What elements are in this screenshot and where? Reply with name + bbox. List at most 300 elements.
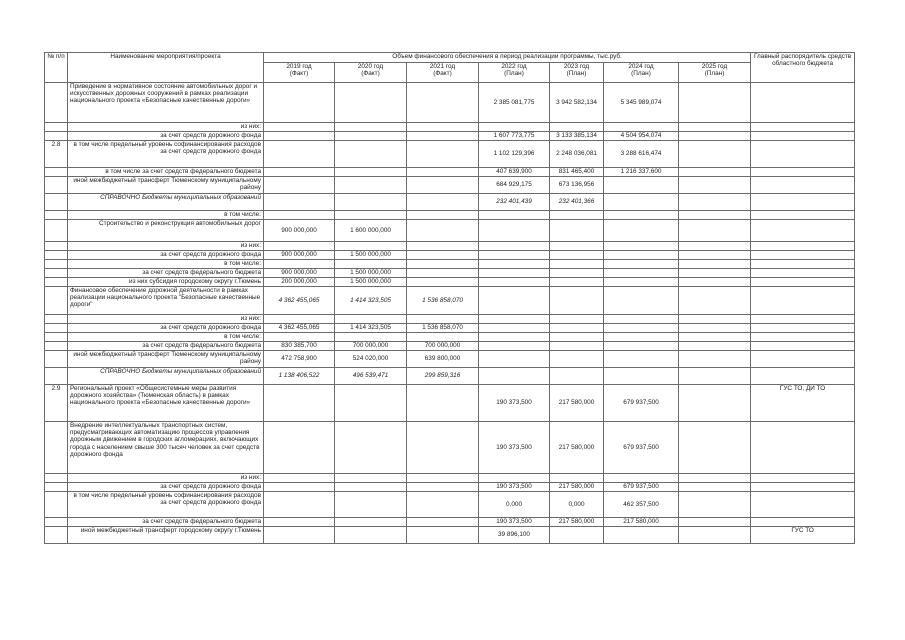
row-number [45, 351, 68, 368]
row-label: иной межбюджетный трансферт городскому округу г.Тюмень [68, 527, 264, 544]
value-cell: 407 639,900 [479, 168, 550, 177]
table-row [45, 177, 855, 194]
value-cell: 299 859,316 [407, 368, 479, 385]
table-row [45, 333, 855, 342]
col-header-year: 2025 год (План) [679, 63, 751, 83]
value-cell: 217 580,000 [550, 483, 604, 492]
value-cell: 900 000,000 [264, 269, 335, 278]
col-header-year: 2024 год (План) [604, 63, 679, 83]
responsible-cell [751, 194, 855, 211]
col-header-number: № п/п [45, 53, 68, 83]
value-cell [264, 422, 335, 474]
col-header-year: 2020 год (Факт) [335, 63, 407, 83]
value-cell [264, 141, 335, 168]
table-row [45, 168, 855, 177]
value-cell [679, 368, 751, 385]
value-cell [679, 168, 751, 177]
value-cell [264, 483, 335, 492]
row-label: из них: [68, 315, 264, 324]
value-cell: 679 937,500 [604, 422, 679, 474]
table-row [45, 287, 855, 315]
table-row [45, 83, 855, 123]
value-cell [604, 474, 679, 483]
value-cell: 1 607 773,775 [479, 132, 550, 141]
row-label: Внедрение интеллектуальных транспортных систем, предусматривающих автоматизацию процессов управления дорожным движением в городских агломерациях, включающих города с населением свыше 300 тысяч человек за счет средств дорожного фонда [68, 422, 264, 474]
value-cell [407, 492, 479, 518]
value-cell [679, 211, 751, 220]
value-cell [679, 518, 751, 527]
row-number: 2.9 [45, 385, 68, 422]
responsible-cell [751, 474, 855, 483]
value-cell [335, 483, 407, 492]
row-number [45, 83, 68, 123]
table-row [45, 315, 855, 324]
col-header-responsible: Главный распорядитель средств областного бюджета [751, 53, 855, 83]
value-cell [550, 474, 604, 483]
row-number [45, 278, 68, 287]
table-row [45, 141, 855, 168]
value-cell [335, 474, 407, 483]
value-cell [604, 211, 679, 220]
value-cell [550, 211, 604, 220]
value-cell: 190 373,500 [479, 422, 550, 474]
row-label: в том числе за счет средств федерального бюджета [68, 168, 264, 177]
value-cell [264, 211, 335, 220]
table-row [45, 220, 855, 242]
row-label: Финансовое обеспечение дорожной деятельности в рамках реализации национального проекта "Безопасные качественные дороги" [68, 287, 264, 315]
value-cell [604, 333, 679, 342]
value-cell [479, 351, 550, 368]
value-cell [407, 211, 479, 220]
value-cell [604, 278, 679, 287]
value-cell: 831 465,400 [550, 168, 604, 177]
row-number [45, 518, 68, 527]
table-row [45, 474, 855, 483]
value-cell [335, 527, 407, 544]
value-cell [604, 242, 679, 251]
value-cell [407, 177, 479, 194]
value-cell [550, 278, 604, 287]
value-cell: 679 937,500 [604, 385, 679, 422]
value-cell: 830 385,700 [264, 342, 335, 351]
value-cell [604, 324, 679, 333]
table-row [45, 132, 855, 141]
value-cell [550, 342, 604, 351]
row-number [45, 315, 68, 324]
row-number [45, 287, 68, 315]
value-cell [550, 333, 604, 342]
responsible-cell [751, 324, 855, 333]
responsible-cell [751, 211, 855, 220]
value-cell: 232 401,366 [550, 194, 604, 211]
table-row [45, 123, 855, 132]
responsible-cell [751, 123, 855, 132]
value-cell [604, 368, 679, 385]
row-number [45, 269, 68, 278]
value-cell [264, 132, 335, 141]
table-row [45, 492, 855, 518]
row-label: иной межбюджетный трансферт Тюменскому муниципальному району [68, 351, 264, 368]
value-cell [264, 492, 335, 518]
responsible-cell [751, 83, 855, 123]
value-cell [335, 492, 407, 518]
value-cell: 496 539,471 [335, 368, 407, 385]
value-cell [479, 368, 550, 385]
row-label: за счет средств дорожного фонда [68, 483, 264, 492]
col-header-year: 2022 год (План) [479, 63, 550, 83]
value-cell [679, 83, 751, 123]
value-cell: 673 136,956 [550, 177, 604, 194]
value-cell: 1 536 858,070 [407, 287, 479, 315]
row-label: Строительство и реконструкция автомобильных дорог [68, 220, 264, 242]
row-label: за счет средств дорожного фонда [68, 251, 264, 260]
value-cell: 1 600 000,000 [335, 220, 407, 242]
row-number [45, 220, 68, 242]
responsible-cell [751, 168, 855, 177]
value-cell [407, 168, 479, 177]
responsible-cell [751, 278, 855, 287]
col-header-year: 2019 год (Факт) [264, 63, 335, 83]
value-cell [335, 333, 407, 342]
row-label: за счет средств дорожного фонда [68, 324, 264, 333]
value-cell [679, 474, 751, 483]
value-cell: 39 896,100 [479, 527, 550, 544]
value-cell: 4 362 455,065 [264, 287, 335, 315]
value-cell [407, 194, 479, 211]
row-number [45, 483, 68, 492]
value-cell [679, 269, 751, 278]
value-cell: 2 385 081,775 [479, 83, 550, 123]
value-cell [407, 242, 479, 251]
value-cell [604, 251, 679, 260]
value-cell [407, 141, 479, 168]
value-cell [264, 518, 335, 527]
value-cell: 472 758,900 [264, 351, 335, 368]
value-cell [679, 351, 751, 368]
responsible-cell [751, 422, 855, 474]
table-row [45, 194, 855, 211]
value-cell [335, 315, 407, 324]
value-cell [264, 385, 335, 422]
value-cell [335, 260, 407, 269]
table-row [45, 269, 855, 278]
col-header-year: 2023 год (План) [550, 63, 604, 83]
responsible-cell [751, 260, 855, 269]
value-cell: 200 000,000 [264, 278, 335, 287]
row-label: за счет средств федерального бюджета [68, 518, 264, 527]
value-cell [264, 242, 335, 251]
value-cell [604, 220, 679, 242]
value-cell [407, 333, 479, 342]
value-cell: 1 138 406,522 [264, 368, 335, 385]
value-cell [264, 527, 335, 544]
row-label: за счет средств дорожного фонда [68, 132, 264, 141]
value-cell [407, 422, 479, 474]
responsible-cell [751, 315, 855, 324]
value-cell: 217 580,000 [604, 518, 679, 527]
table-row [45, 211, 855, 220]
financing-table [44, 52, 855, 544]
row-number [45, 123, 68, 132]
value-cell [679, 242, 751, 251]
value-cell: 1 102 129,396 [479, 141, 550, 168]
value-cell [679, 422, 751, 474]
table-row [45, 278, 855, 287]
responsible-cell [751, 287, 855, 315]
value-cell: 1 500 000,000 [335, 269, 407, 278]
value-cell: 2 248 036,081 [550, 141, 604, 168]
value-cell [479, 324, 550, 333]
value-cell [604, 269, 679, 278]
row-number [45, 368, 68, 385]
value-cell [335, 177, 407, 194]
table-row [45, 242, 855, 251]
value-cell [604, 260, 679, 269]
row-label: в том числе: [68, 260, 264, 269]
value-cell [264, 315, 335, 324]
value-cell: 0,000 [550, 492, 604, 518]
value-cell: 900 000,000 [264, 220, 335, 242]
value-cell [335, 242, 407, 251]
value-cell [679, 385, 751, 422]
value-cell [679, 251, 751, 260]
value-cell [407, 132, 479, 141]
row-number [45, 422, 68, 474]
value-cell: 4 504 954,074 [604, 132, 679, 141]
row-label: за счет средств федерального бюджета [68, 342, 264, 351]
value-cell: 700 000,000 [335, 342, 407, 351]
value-cell [479, 242, 550, 251]
value-cell [604, 315, 679, 324]
value-cell [479, 474, 550, 483]
value-cell [604, 351, 679, 368]
row-label: в том числе: [68, 211, 264, 220]
value-cell [479, 220, 550, 242]
value-cell [479, 211, 550, 220]
value-cell [550, 269, 604, 278]
row-number [45, 492, 68, 518]
row-number [45, 527, 68, 544]
value-cell: 217 580,000 [550, 422, 604, 474]
value-cell [335, 123, 407, 132]
row-label: за счет средств федерального бюджета [68, 269, 264, 278]
responsible-cell [751, 368, 855, 385]
table-row [45, 251, 855, 260]
value-cell [679, 287, 751, 315]
value-cell: 217 580,000 [550, 518, 604, 527]
row-label: в том числе предельный уровень софинансирования расходов за счет средств дорожного фонда [68, 492, 264, 518]
row-label: в том числе предельный уровень софинансирования расходов за счет средств дорожного фонда [68, 141, 264, 168]
value-cell: 190 373,500 [479, 385, 550, 422]
value-cell [679, 483, 751, 492]
row-label: из них: [68, 242, 264, 251]
value-cell [550, 351, 604, 368]
responsible-cell [751, 333, 855, 342]
row-label: в том числе: [68, 333, 264, 342]
value-cell [335, 141, 407, 168]
value-cell [479, 260, 550, 269]
value-cell: 1 500 000,000 [335, 278, 407, 287]
value-cell [264, 168, 335, 177]
value-cell: 639 800,000 [407, 351, 479, 368]
col-header-year: 2021 год (Факт) [407, 63, 479, 83]
value-cell: 0,000 [479, 492, 550, 518]
value-cell [335, 194, 407, 211]
responsible-cell [751, 242, 855, 251]
value-cell [550, 260, 604, 269]
value-cell [604, 177, 679, 194]
value-cell [335, 211, 407, 220]
value-cell [550, 368, 604, 385]
value-cell [550, 527, 604, 544]
responsible-cell [751, 251, 855, 260]
table-row [45, 351, 855, 368]
responsible-cell [751, 492, 855, 518]
value-cell [479, 315, 550, 324]
value-cell [679, 333, 751, 342]
responsible-cell [751, 141, 855, 168]
value-cell: 190 373,500 [479, 483, 550, 492]
row-number [45, 251, 68, 260]
value-cell [407, 483, 479, 492]
value-cell: 3 288 616,474 [604, 141, 679, 168]
value-cell: 524 020,000 [335, 351, 407, 368]
row-number: 2.8 [45, 141, 68, 168]
value-cell [679, 260, 751, 269]
value-cell: 684 929,175 [479, 177, 550, 194]
value-cell: 1 216 337,600 [604, 168, 679, 177]
value-cell [679, 132, 751, 141]
row-label: из них: [68, 123, 264, 132]
responsible-cell [751, 342, 855, 351]
table-row [45, 342, 855, 351]
value-cell [479, 342, 550, 351]
value-cell [679, 123, 751, 132]
value-cell [679, 324, 751, 333]
value-cell: 1 500 000,000 [335, 251, 407, 260]
table-row [45, 518, 855, 527]
value-cell [264, 83, 335, 123]
value-cell [550, 287, 604, 315]
table-row [45, 324, 855, 333]
value-cell [407, 385, 479, 422]
value-cell: 900 000,000 [264, 251, 335, 260]
value-cell [679, 315, 751, 324]
responsible-cell [751, 351, 855, 368]
value-cell [407, 315, 479, 324]
value-cell [679, 177, 751, 194]
value-cell [335, 422, 407, 474]
value-cell [407, 260, 479, 269]
value-cell [407, 83, 479, 123]
table-row [45, 385, 855, 422]
value-cell [407, 278, 479, 287]
value-cell: 4 362 455,065 [264, 324, 335, 333]
row-number [45, 177, 68, 194]
row-label: Приведение в нормативное состояние автомобильных дорог и искусственных дорожных сооружений в рамках реализации национального проекта «Безопасные качественные дороги» [68, 83, 264, 123]
row-label: СПРАВОЧНО Бюджеты муниципальных образований [68, 368, 264, 385]
value-cell: 1 414 323,505 [335, 324, 407, 333]
row-number [45, 474, 68, 483]
value-cell: 3 942 582,134 [550, 83, 604, 123]
table-row [45, 260, 855, 269]
table-row [45, 368, 855, 385]
document-page [44, 52, 855, 544]
row-label: СПРАВОЧНО Бюджеты муниципальных образований [68, 194, 264, 211]
responsible-cell [751, 177, 855, 194]
value-cell [679, 278, 751, 287]
value-cell [264, 474, 335, 483]
table-row [45, 527, 855, 544]
value-cell [604, 287, 679, 315]
row-number [45, 211, 68, 220]
value-cell [335, 83, 407, 123]
responsible-cell [751, 518, 855, 527]
value-cell [479, 123, 550, 132]
value-cell [335, 168, 407, 177]
value-cell [550, 242, 604, 251]
value-cell: 232 401,439 [479, 194, 550, 211]
row-number [45, 333, 68, 342]
value-cell [679, 220, 751, 242]
row-number [45, 168, 68, 177]
row-number [45, 260, 68, 269]
value-cell [264, 333, 335, 342]
value-cell [679, 527, 751, 544]
value-cell [407, 269, 479, 278]
value-cell [550, 324, 604, 333]
row-number [45, 342, 68, 351]
value-cell [550, 315, 604, 324]
value-cell: 217 580,000 [550, 385, 604, 422]
value-cell [335, 385, 407, 422]
value-cell: 679 937,500 [604, 483, 679, 492]
table-row [45, 422, 855, 474]
value-cell [604, 342, 679, 351]
value-cell: 3 133 385,134 [550, 132, 604, 141]
table-row [45, 483, 855, 492]
value-cell [679, 342, 751, 351]
value-cell [407, 123, 479, 132]
value-cell: 1 536 858,070 [407, 324, 479, 333]
row-label: из них субсидия городскому округу г.Тюмень [68, 278, 264, 287]
value-cell [407, 518, 479, 527]
responsible-cell [751, 269, 855, 278]
value-cell [679, 492, 751, 518]
value-cell [479, 287, 550, 315]
value-cell [604, 123, 679, 132]
value-cell [407, 220, 479, 242]
row-number [45, 324, 68, 333]
responsible-cell [751, 132, 855, 141]
value-cell: 5 345 989,074 [604, 83, 679, 123]
value-cell [264, 194, 335, 211]
row-label: Региональный проект «Общесистемные меры развития дорожного хозяйства» (Тюменская область) в рамках национального проекта «Безопасные качественные дороги» [68, 385, 264, 422]
value-cell [550, 251, 604, 260]
value-cell [479, 251, 550, 260]
value-cell [264, 123, 335, 132]
value-cell [335, 132, 407, 141]
value-cell: 1 414 323,505 [335, 287, 407, 315]
value-cell [479, 333, 550, 342]
value-cell: 462 357,500 [604, 492, 679, 518]
value-cell [479, 269, 550, 278]
value-cell [550, 220, 604, 242]
row-number [45, 242, 68, 251]
value-cell [407, 474, 479, 483]
row-label: из них: [68, 474, 264, 483]
value-cell [679, 194, 751, 211]
